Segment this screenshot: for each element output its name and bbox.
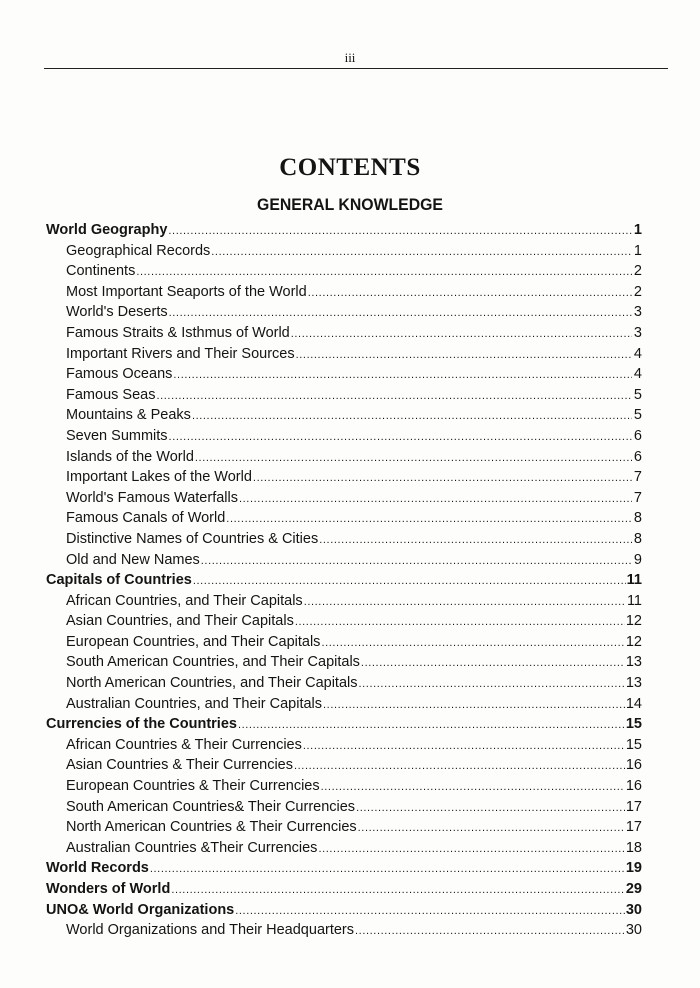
dot-leader bbox=[226, 509, 632, 530]
toc-entry-page: 17 bbox=[625, 798, 642, 815]
dot-leader bbox=[358, 818, 625, 839]
dot-leader bbox=[195, 448, 632, 469]
toc-entry-label: Islands of the World bbox=[66, 448, 194, 465]
section-subtitle: GENERAL KNOWLEDGE bbox=[257, 195, 443, 214]
toc-entry-page: 12 bbox=[625, 633, 642, 650]
toc-entry-label: Australian Countries &Their Currencies bbox=[66, 839, 318, 856]
toc-entry-label: Asian Countries & Their Currencies bbox=[66, 757, 293, 774]
toc-entry-page: 6 bbox=[633, 448, 642, 465]
toc-entry-page: 11 bbox=[626, 592, 642, 609]
toc-entry-page: 8 bbox=[633, 510, 642, 527]
toc-entry-page: 3 bbox=[633, 324, 642, 341]
toc-entry-label: World Organizations and Their Headquarters bbox=[66, 922, 355, 939]
toc-entry-page: 9 bbox=[633, 551, 642, 568]
dot-leader bbox=[192, 406, 632, 427]
toc-entry-label: South American Countries, and Their Capitals bbox=[66, 654, 360, 671]
dot-leader bbox=[303, 736, 625, 757]
toc-entry-label: Seven Summits bbox=[66, 427, 168, 444]
dot-leader bbox=[150, 859, 625, 880]
toc-section-entry bbox=[46, 632, 642, 653]
toc-entry-label: Famous Seas bbox=[66, 386, 156, 403]
toc-entry-page: 18 bbox=[625, 839, 642, 856]
toc-section-entry bbox=[46, 920, 642, 941]
toc-section-entry bbox=[46, 261, 642, 282]
toc-entry-label: Distinctive Names of Countries & Cities bbox=[66, 530, 319, 547]
toc-section-entry bbox=[46, 591, 642, 612]
toc-chapter-entry bbox=[46, 714, 642, 735]
toc-entry-page: 30 bbox=[625, 901, 642, 918]
toc-entry-page: 17 bbox=[625, 819, 642, 836]
dot-leader bbox=[169, 427, 632, 448]
toc-section-entry bbox=[46, 447, 642, 468]
toc-entry-page: 3 bbox=[633, 304, 642, 321]
toc-entry-label: Geographical Records bbox=[66, 242, 211, 259]
toc-entry-page: 14 bbox=[625, 695, 642, 712]
toc-section-entry bbox=[46, 508, 642, 529]
toc-section-entry bbox=[46, 611, 642, 632]
toc-entry-page: 8 bbox=[633, 530, 642, 547]
toc-section-entry bbox=[46, 385, 642, 406]
toc-section-entry bbox=[46, 282, 642, 303]
toc-entry-page: 1 bbox=[633, 242, 642, 259]
toc-section-entry bbox=[46, 735, 642, 756]
toc-section-entry bbox=[46, 652, 642, 673]
toc-entry-label: South American Countries& Their Currencies bbox=[66, 798, 356, 815]
dot-leader bbox=[304, 592, 626, 613]
toc-entry-page: 2 bbox=[633, 283, 642, 300]
dot-leader bbox=[238, 715, 625, 736]
toc-entry-label: Australian Countries, and Their Capitals bbox=[66, 695, 323, 712]
toc-entry-label: Wonders of World bbox=[46, 881, 171, 897]
header-rule bbox=[44, 68, 668, 69]
toc-entry-page: 15 bbox=[625, 716, 642, 733]
toc-entry-label: African Countries & Their Currencies bbox=[66, 736, 302, 753]
toc-entry-label: European Countries, and Their Capitals bbox=[66, 633, 321, 650]
toc-chapter-entry bbox=[46, 570, 642, 591]
dot-leader bbox=[356, 798, 625, 819]
toc-section-entry bbox=[46, 241, 642, 262]
toc-entry-label: Most Important Seaports of the World bbox=[66, 283, 307, 300]
toc-section-entry bbox=[46, 776, 642, 797]
toc-section-entry bbox=[46, 550, 642, 571]
toc-entry-label: World's Famous Waterfalls bbox=[66, 489, 238, 506]
toc-entry-label: Famous Straits & Isthmus of World bbox=[66, 324, 290, 341]
toc-section-entry bbox=[46, 755, 642, 776]
toc-entry-label: Old and New Names bbox=[66, 551, 200, 568]
toc-entry-label: Capitals of Countries bbox=[46, 572, 192, 589]
toc-entry-label: World's Deserts bbox=[66, 304, 168, 321]
toc-entry-page: 16 bbox=[625, 778, 642, 795]
toc-entry-page: 13 bbox=[625, 654, 642, 671]
toc-entry-page: 7 bbox=[633, 489, 642, 506]
toc-section-entry bbox=[46, 405, 642, 426]
dot-leader bbox=[321, 633, 624, 654]
toc-section-entry bbox=[46, 323, 642, 344]
toc-entry-page: 5 bbox=[633, 386, 642, 403]
dot-leader bbox=[193, 571, 626, 592]
toc-entry-page: 11 bbox=[626, 572, 642, 589]
dot-leader bbox=[169, 303, 632, 324]
toc-entry-page: 29 bbox=[625, 881, 642, 897]
toc-section-entry bbox=[46, 817, 642, 838]
toc-entry-label: European Countries & Their Currencies bbox=[66, 778, 320, 795]
dot-leader bbox=[323, 695, 625, 716]
toc-entry-page: 19 bbox=[625, 860, 642, 877]
toc-entry-page: 7 bbox=[633, 469, 642, 486]
toc-section-entry bbox=[46, 364, 642, 385]
toc-section-entry bbox=[46, 529, 642, 550]
toc-entry-page: 15 bbox=[625, 736, 642, 753]
toc-entry-label: UNO& World Organizations bbox=[46, 901, 235, 918]
toc-entry-label: North American Countries & Their Currencies bbox=[66, 819, 357, 836]
toc-chapter-entry bbox=[46, 220, 642, 241]
table-of-contents bbox=[46, 220, 642, 941]
dot-leader bbox=[168, 221, 632, 242]
toc-section-entry bbox=[46, 797, 642, 818]
toc-section-entry bbox=[46, 302, 642, 323]
dot-leader bbox=[291, 324, 632, 345]
toc-section-entry bbox=[46, 488, 642, 509]
dot-leader bbox=[294, 756, 625, 777]
toc-section-entry bbox=[46, 467, 642, 488]
toc-entry-label: World Geography bbox=[46, 222, 168, 238]
toc-entry-label: Important Rivers and Their Sources bbox=[66, 345, 295, 362]
toc-entry-label: Currencies of the Countries bbox=[46, 716, 237, 733]
dot-leader bbox=[201, 551, 632, 572]
toc-entry-page: 16 bbox=[625, 757, 642, 774]
dot-leader bbox=[361, 653, 625, 674]
dot-leader bbox=[253, 468, 632, 489]
toc-section-entry bbox=[46, 673, 642, 694]
dot-leader bbox=[136, 262, 632, 283]
toc-entry-page: 2 bbox=[633, 263, 642, 280]
dot-leader bbox=[318, 839, 624, 860]
toc-entry-label: World Records bbox=[46, 860, 149, 877]
toc-entry-page: 30 bbox=[625, 922, 642, 939]
toc-entry-label: Asian Countries, and Their Capitals bbox=[66, 613, 294, 630]
toc-chapter-entry bbox=[46, 879, 642, 900]
toc-section-entry bbox=[46, 426, 642, 447]
dot-leader bbox=[211, 242, 632, 263]
toc-chapter-entry bbox=[46, 858, 642, 879]
toc-entry-label: Famous Oceans bbox=[66, 366, 173, 383]
toc-entry-page: 1 bbox=[633, 222, 642, 238]
toc-entry-label: Important Lakes of the World bbox=[66, 469, 252, 486]
toc-entry-page: 12 bbox=[625, 613, 642, 630]
toc-chapter-entry bbox=[46, 900, 642, 921]
toc-entry-label: Mountains & Peaks bbox=[66, 407, 191, 424]
dot-leader bbox=[321, 777, 625, 798]
toc-entry-label: North American Countries, and Their Capitals bbox=[66, 675, 358, 692]
dot-leader bbox=[295, 612, 625, 633]
toc-entry-page: 4 bbox=[633, 345, 642, 362]
dot-leader bbox=[308, 283, 632, 304]
toc-entry-page: 4 bbox=[633, 366, 642, 383]
contents-title: CONTENTS bbox=[279, 154, 421, 181]
toc-entry-page: 5 bbox=[633, 407, 642, 424]
dot-leader bbox=[171, 880, 625, 901]
dot-leader bbox=[358, 674, 624, 695]
page-number: iii bbox=[344, 50, 356, 65]
dot-leader bbox=[235, 901, 625, 922]
toc-section-entry bbox=[46, 694, 642, 715]
toc-entry-label: Continents bbox=[66, 263, 136, 280]
toc-entry-page: 6 bbox=[633, 427, 642, 444]
toc-entry-label: African Countries, and Their Capitals bbox=[66, 592, 303, 609]
dot-leader bbox=[173, 365, 632, 386]
toc-section-entry bbox=[46, 838, 642, 859]
dot-leader bbox=[296, 345, 632, 366]
toc-entry-label: Famous Canals of World bbox=[66, 510, 226, 527]
dot-leader bbox=[156, 386, 632, 407]
dot-leader bbox=[355, 921, 625, 942]
dot-leader bbox=[319, 530, 632, 551]
toc-entry-page: 13 bbox=[625, 675, 642, 692]
toc-section-entry bbox=[46, 344, 642, 365]
dot-leader bbox=[239, 489, 632, 510]
